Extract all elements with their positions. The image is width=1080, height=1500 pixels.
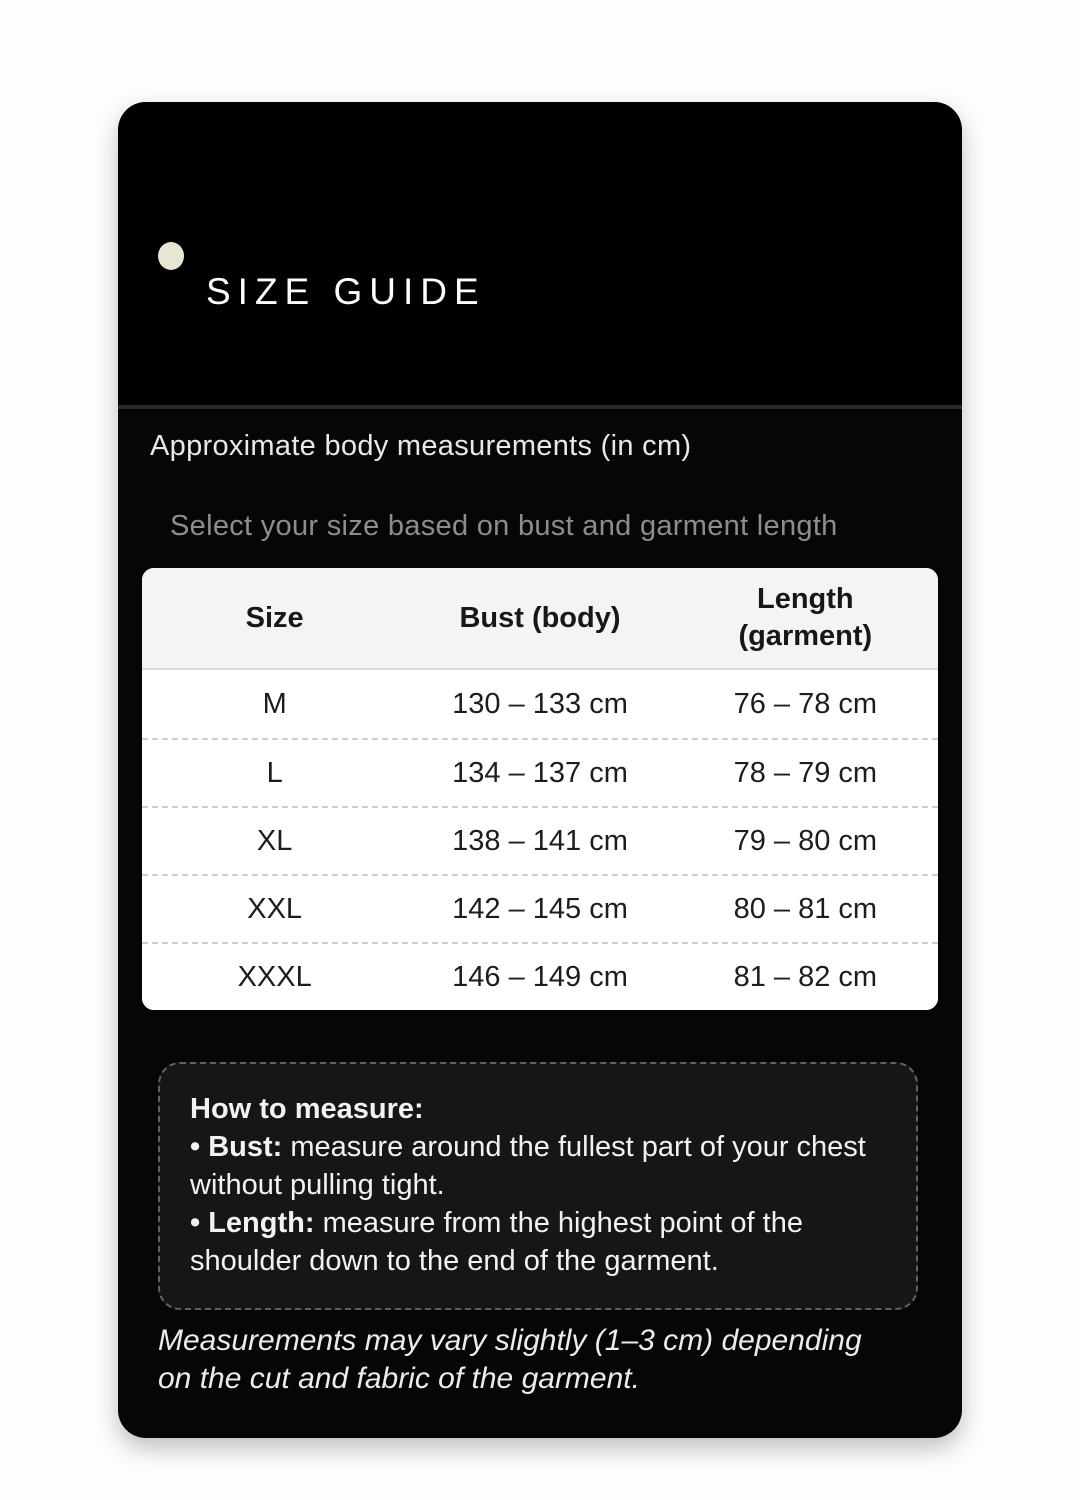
how-to-measure-box xyxy=(158,1062,918,1310)
table-cell: 81 – 82 cm xyxy=(733,960,878,993)
measure-item xyxy=(190,1204,886,1280)
table-row xyxy=(142,874,938,942)
table-cell: 78 – 79 cm xyxy=(733,756,878,789)
card-header xyxy=(118,102,962,405)
table-row xyxy=(142,670,938,738)
table-cell: M xyxy=(262,687,287,720)
header-divider xyxy=(118,405,962,409)
table-cell: 134 – 137 cm xyxy=(452,756,628,789)
page-title: SIZE GUIDE xyxy=(206,271,486,312)
table-row xyxy=(142,942,938,1010)
table-header-cell: Length (garment) xyxy=(738,583,873,652)
table-header-cell: Size xyxy=(245,601,304,634)
how-to-measure-title: How to measure: xyxy=(190,1093,424,1125)
table-row xyxy=(142,738,938,806)
table-cell: 142 – 145 cm xyxy=(452,892,628,925)
table-cell: L xyxy=(266,756,283,789)
measure-item-label: • Bust: xyxy=(190,1131,283,1163)
measure-item-label: • Length: xyxy=(190,1207,315,1239)
measure-item xyxy=(190,1128,886,1204)
size-selection-hint: Select your size based on bust and garment length xyxy=(170,510,838,542)
table-cell: XXL xyxy=(247,892,303,925)
table-cell: 130 – 133 cm xyxy=(452,687,628,720)
table-cell: XXXL xyxy=(237,960,312,993)
how-to-measure-items xyxy=(190,1128,886,1280)
measure-item-text: measure from the highest point of the shoulder down to the end of the garment. xyxy=(190,1207,803,1277)
table-cell: 76 – 78 cm xyxy=(733,687,878,720)
variance-note: Measurements may vary slightly (1–3 cm) depending on the cut and fabric of the garment. xyxy=(158,1324,862,1395)
table-cell: XL xyxy=(256,824,293,857)
table-body xyxy=(142,670,938,1010)
table-header-cell: Bust (body) xyxy=(459,601,621,634)
accent-dot-icon xyxy=(158,242,184,270)
table-row xyxy=(142,806,938,874)
table-header-row xyxy=(142,568,938,670)
measurements-subtitle: Approximate body measurements (in cm) xyxy=(150,430,692,462)
table-cell: 80 – 81 cm xyxy=(733,892,878,925)
size-table xyxy=(142,568,938,1010)
table-cell: 138 – 141 cm xyxy=(452,824,628,857)
measure-item-text: measure around the fullest part of your chest without pulling tight. xyxy=(190,1131,866,1201)
table-cell: 79 – 80 cm xyxy=(733,824,878,857)
table-cell: 146 – 149 cm xyxy=(452,960,628,993)
size-guide-card xyxy=(118,102,962,1438)
